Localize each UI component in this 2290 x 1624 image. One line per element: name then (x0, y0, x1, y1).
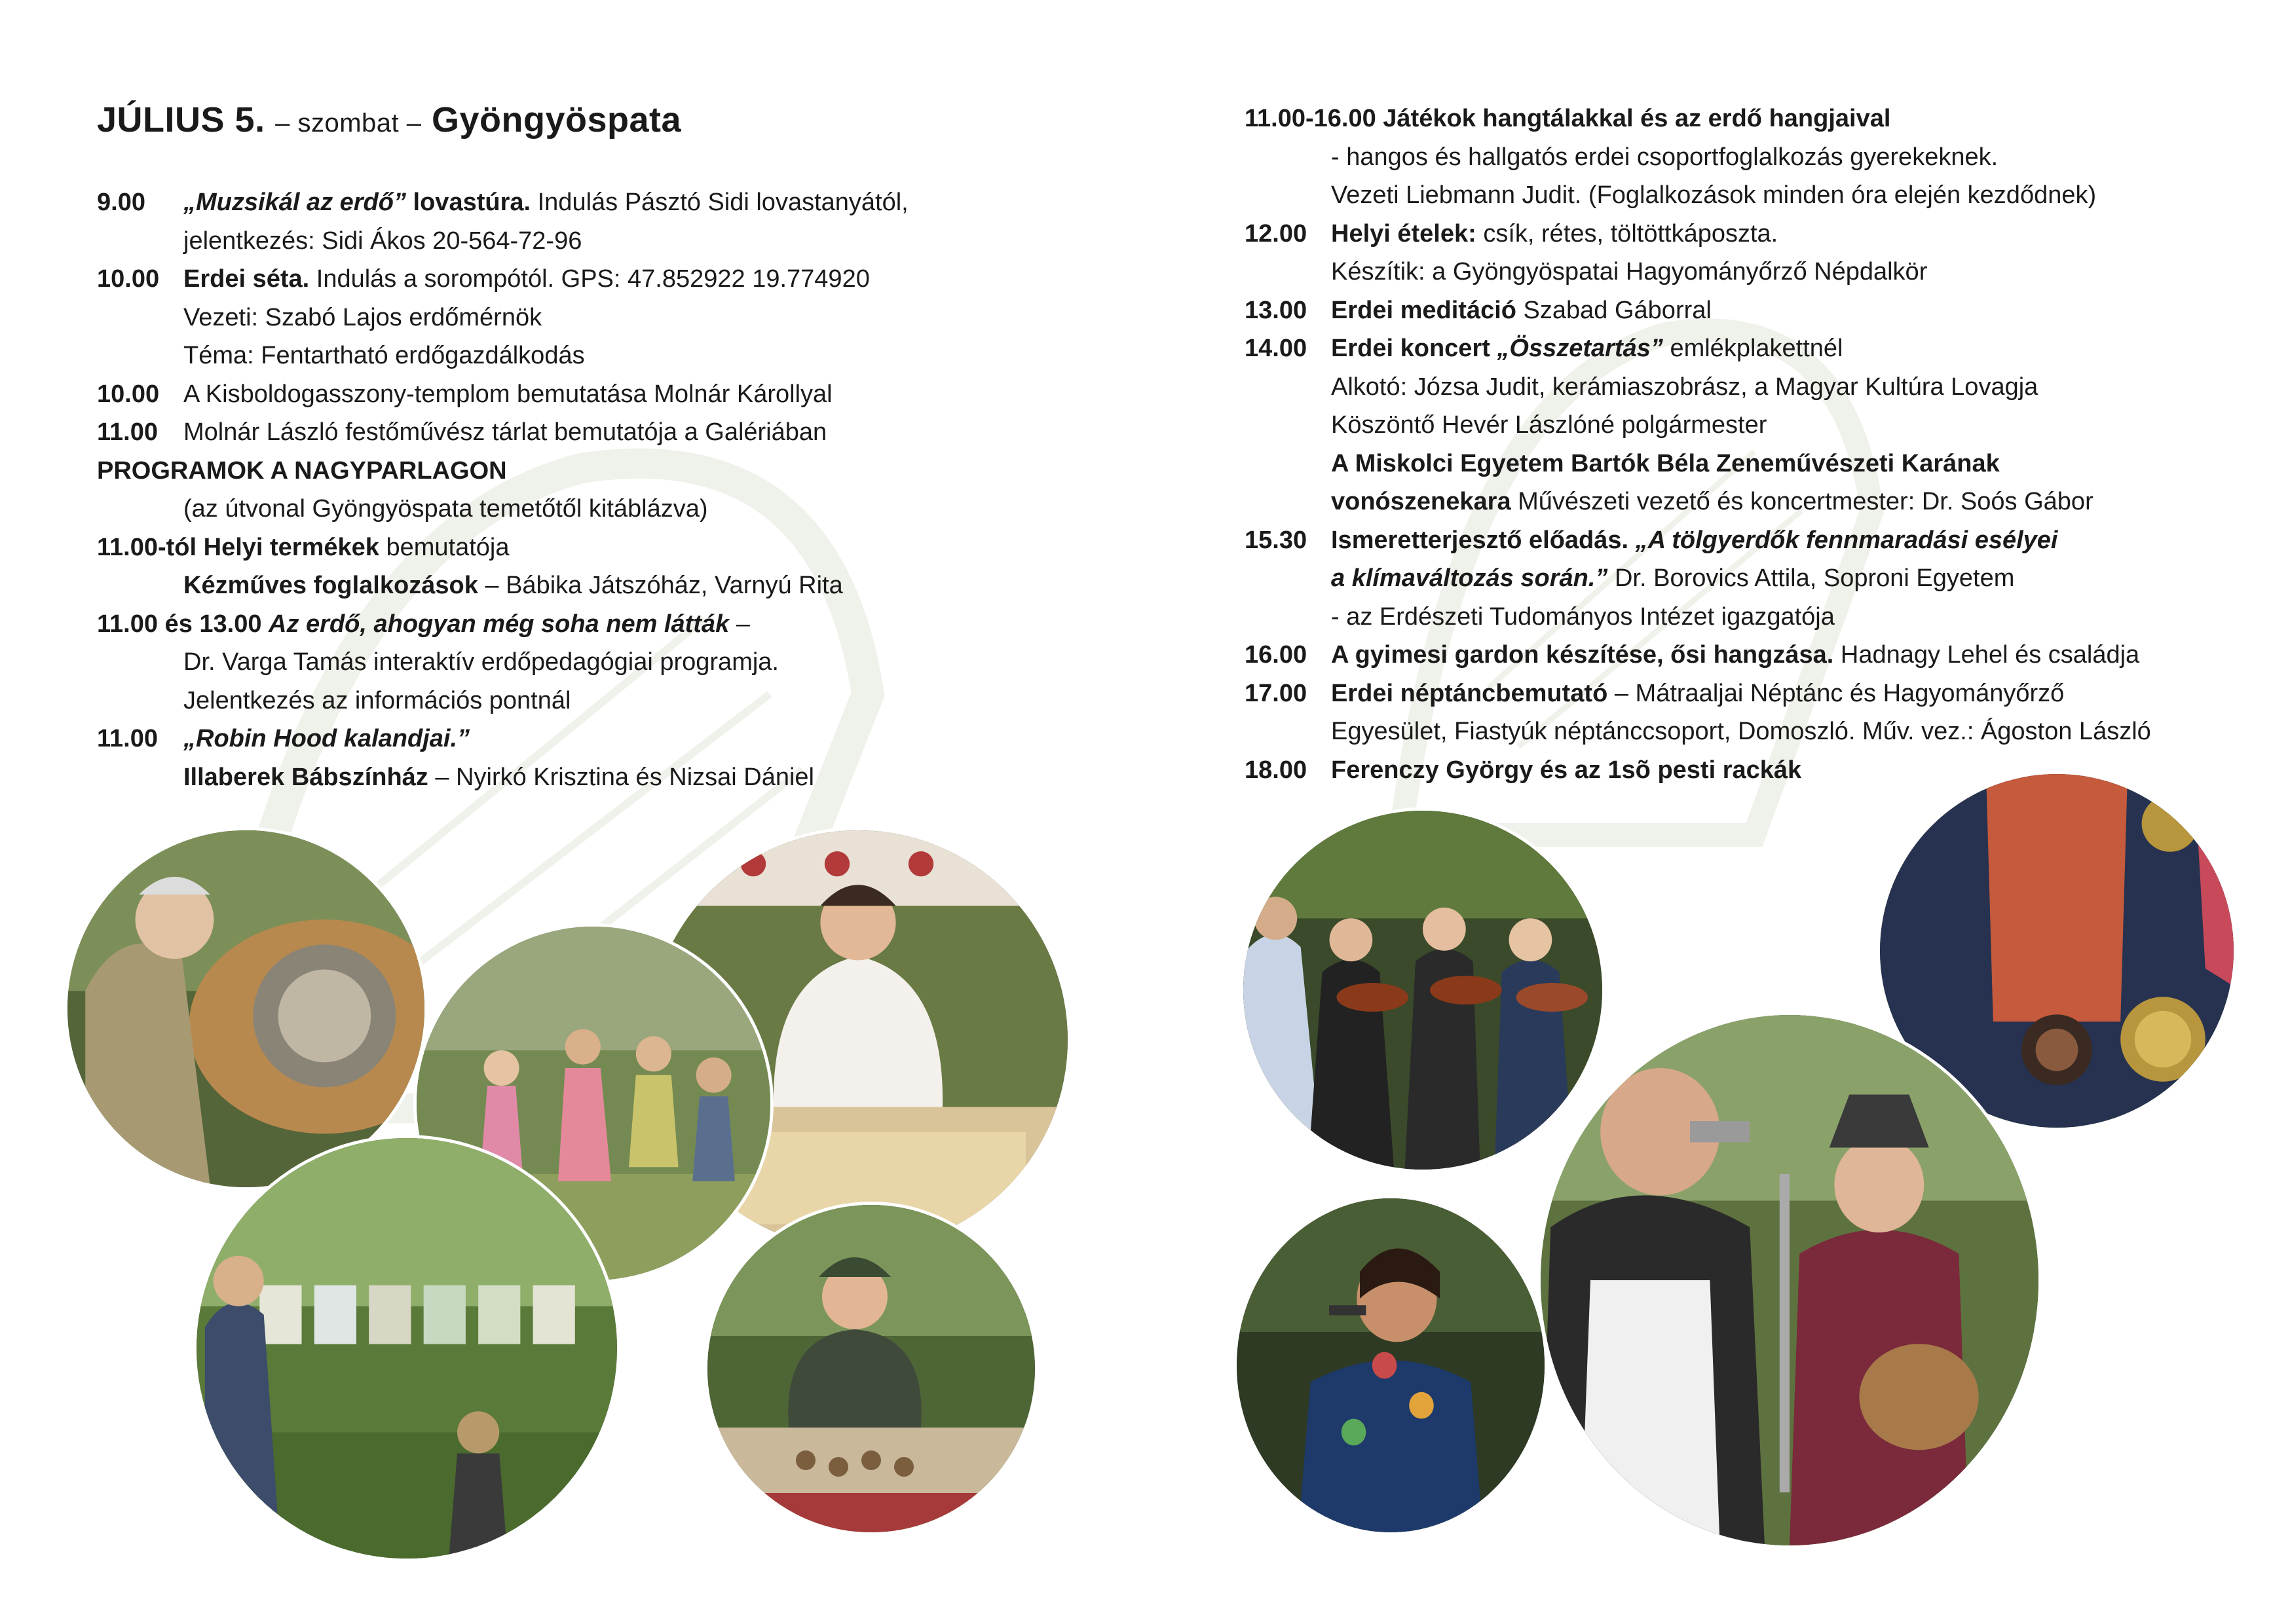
schedule-indent: - az Erdészeti Tudományos Intézet igazgatója (1331, 602, 1835, 631)
female-singer-photo (1237, 1198, 1545, 1532)
schedule-row: 12.00 Helyi ételek: csík, rétes, töltöttkáposzta. (1245, 219, 1778, 248)
title-day: – szombat – (275, 109, 422, 138)
left-schedule (97, 183, 909, 796)
schedule-row: 18.00 Ferenczy György és az 1sõ pesti rackák (1245, 756, 1802, 784)
schedule-indent: jelentkezés: Sidi Ákos 20-564-72-96 (183, 227, 582, 255)
schedule-row: 16.00 A gyimesi gardon készítése, ősi hangzása. Hadnagy Lehel és családja (1245, 641, 2140, 669)
right-page (1145, 0, 2290, 1624)
section-heading: PROGRAMOK A NAGYPARLAGON (97, 456, 507, 485)
schedule-indent: (az útvonal Gyöngyöspata temetőtől kitáblázva) (183, 495, 708, 523)
schedule-row: 9.00 „Muzsikál az erdő” lovastúra. Indulás Pásztó Sidi lovastanyától, (97, 189, 909, 216)
schedule-indent: - hangos és hallgatós erdei csoportfoglalkozás gyerekeknek. (1331, 143, 1999, 171)
schedule-indent: Jelentkezés az információs pontnál (183, 686, 571, 714)
schedule-indent: Egyesület, Fiastyúk néptánccsoport, Domoszló. Műv. vez.: Ágoston László (1331, 718, 2151, 745)
schedule-row: 13.00 Erdei meditáció Szabad Gáborral (1245, 296, 1712, 324)
schedule-row: 15.30 Ismeretterjesztő előadás. „A tölgyerdők fennmaradási esélyei (1245, 526, 2058, 554)
schedule-indent: vonószenekara Művészeti vezető és koncertmester: Dr. Soós Gábor (1331, 488, 2093, 515)
schedule-indent: Készítik: a Gyöngyöspatai Hagyományőrző Népdalkör (1331, 258, 1928, 286)
schedule-indent: Téma: Fentartható erdőgazdálkodás (183, 342, 585, 369)
schedule-row: 11.00-tól Helyi termékek bemutatója (97, 533, 510, 561)
schedule-indent: Dr. Varga Tamás interaktív erdőpedagógiai programja. (183, 648, 779, 676)
schedule-indent: Illaberek Bábszínház – Nyirkó Krisztina és Nizsai Dániel (183, 763, 814, 791)
harmonica-player-and-guitarist-photo (1541, 1015, 2038, 1545)
page-title: JÚLIUS 5. – szombat – Gyöngyöspata (97, 100, 682, 139)
man-woodcraft-table-photo (707, 1205, 1035, 1532)
schedule-row: 11.00 „Robin Hood kalandjai.” (97, 725, 470, 752)
schedule-indent: Köszöntő Hevér Lászlóné polgármester (1331, 411, 1767, 439)
schedule-indent: a klímaváltozás során.” Dr. Borovics Attila, Soproni Egyetem (1331, 564, 2015, 592)
schedule-row: 14.00 Erdei koncert „Összetartás” emlékplakettnél (1245, 335, 1843, 362)
schedule-indent: A Miskolci Egyetem Bartók Béla Zeneművészeti Karának (1331, 449, 2000, 477)
schedule-row: 17.00 Erdei néptáncbemutató – Mátraaljai Néptánc és Hagyományőrző (1245, 679, 2065, 707)
schedule-row: 11.00-16.00 Játékok hangtálakkal és az erdő hangjaival (1245, 105, 1891, 132)
schedule-row: 11.00 és 13.00 Az erdő, ahogyan még soha nem látták – (97, 610, 750, 638)
right-schedule (1245, 100, 2151, 789)
schedule-indent: Kézműves foglalkozások – Bábika Játszóház, Varnyú Rita (183, 572, 843, 599)
elderly-man-touching-carved-wood-photo (67, 830, 424, 1187)
hanging-drawings-in-forest-photo (197, 1138, 617, 1559)
title-place: Gyöngyöspata (432, 100, 682, 139)
schedule-indent: Vezeti Liebmann Judit. (Foglalkozások minden óra elején kezdődnek) (1331, 181, 2097, 209)
schedule-indent: Alkotó: Józsa Judit, kerámiaszobrász, a Magyar Kultúra Lovagja (1331, 373, 2038, 401)
schedule-row: 10.00 A Kisboldogasszony-templom bemutatása Molnár Károllyal (97, 380, 833, 408)
string-orchestra-photo (1243, 811, 1602, 1170)
schedule-row: 10.00 Erdei séta. Indulás a sorompótól. GPS: 47.852922 19.774920 (97, 265, 870, 293)
schedule-indent: Vezeti: Szabó Lajos erdőmérnök (183, 303, 542, 331)
schedule-row: 11.00 Molnár László festőművész tárlat bemutatója a Galériában (97, 418, 827, 446)
